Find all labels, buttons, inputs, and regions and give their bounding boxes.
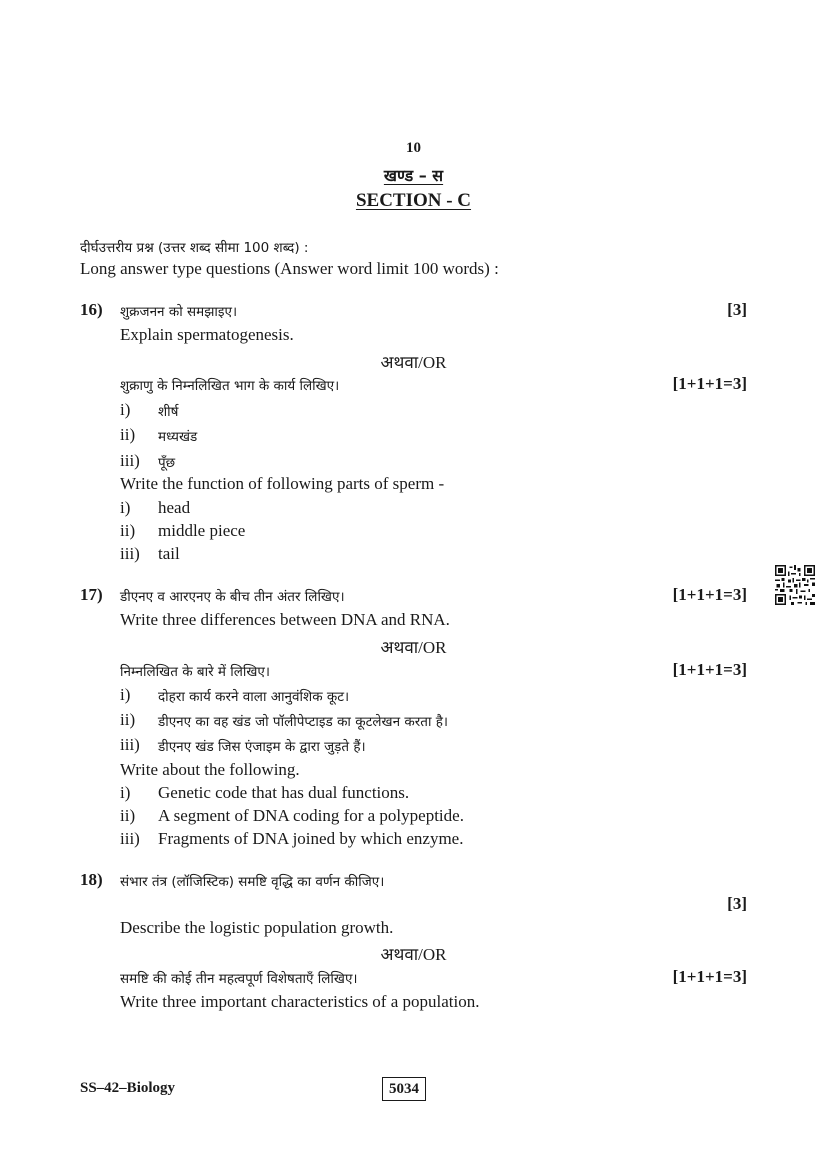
list-index: ii) — [120, 521, 136, 540]
or-separator: अथवा/OR — [380, 638, 447, 657]
question-text-hindi: शुक्रजनन को समझाइए। — [120, 304, 238, 320]
list-item: डीएनए का वह खंड जो पॉलीपेप्टाइड का कूटलेखन करता है। — [158, 714, 449, 730]
question-text-english: Write three differences between DNA and RNA. — [120, 610, 450, 629]
list-item: पूँछ — [158, 455, 176, 471]
marks: [1+1+1=3] — [672, 374, 747, 393]
section-title-english: SECTION - C — [355, 190, 472, 211]
instructions-hindi: दीर्घउत्तरीय प्रश्न (उत्तर शब्द सीमा 100 शब्द) : — [80, 240, 309, 256]
list-item: middle piece — [158, 521, 246, 540]
alt-question-english: Write the function of following parts of sperm - — [120, 474, 445, 493]
question-text-hindi: डीएनए व आरएनए के बीच तीन अंतर लिखिए। — [120, 589, 345, 605]
marks: [3] — [727, 894, 747, 913]
list-item: शीर्ष — [158, 404, 179, 420]
question-number: 16) — [80, 300, 103, 319]
list-item: दोहरा कार्य करने वाला आनुवंशिक कूट। — [158, 689, 350, 705]
qr-code-icon — [775, 565, 815, 605]
alt-question-hindi: निम्नलिखित के बारे में लिखिए। — [120, 664, 271, 680]
marks: [3] — [727, 300, 747, 319]
question-text-hindi: संभार तंत्र (लॉजिस्टिक) समष्टि वृद्धि का वर्णन कीजिए। — [120, 874, 385, 890]
list-index: ii) — [120, 710, 136, 729]
page-number: 10 — [406, 140, 421, 156]
section-title-hindi: खण्ड – स — [383, 166, 444, 185]
alt-question-english: Write about the following. — [120, 760, 300, 779]
list-index: i) — [120, 400, 131, 419]
marks: [1+1+1=3] — [672, 585, 747, 604]
list-index: iii) — [120, 735, 140, 754]
list-item: डीएनए खंड जिस एंजाइम के द्वारा जुड़ते हैं। — [158, 739, 366, 755]
question-text-english: Explain spermatogenesis. — [120, 325, 294, 344]
instructions-english: Long answer type questions (Answer word limit 100 words) : — [80, 259, 499, 278]
list-index: iii) — [120, 451, 140, 470]
question-number: 18) — [80, 870, 103, 889]
list-index: ii) — [120, 806, 136, 825]
paper-code: SS–42–Biology — [80, 1080, 176, 1096]
marks: [1+1+1=3] — [672, 967, 747, 986]
list-index: iii) — [120, 829, 140, 848]
question-number: 17) — [80, 585, 103, 604]
question-text-english: Describe the logistic population growth. — [120, 918, 394, 937]
code-box: 5034 — [382, 1077, 426, 1101]
list-item: A segment of DNA coding for a polypeptide. — [158, 806, 464, 825]
list-index: i) — [120, 685, 131, 704]
list-item: head — [158, 498, 191, 517]
list-item: Fragments of DNA joined by which enzyme. — [158, 829, 464, 848]
list-index: iii) — [120, 544, 140, 563]
list-index: i) — [120, 498, 131, 517]
alt-question-hindi: समष्टि की कोई तीन महत्वपूर्ण विशेषताएँ लिखिए। — [120, 971, 358, 987]
alt-question-hindi: शुक्राणु के निम्नलिखित भाग के कार्य लिखिए। — [120, 378, 340, 394]
list-item: tail — [158, 544, 180, 563]
alt-question-english: Write three important characteristics of a population. — [120, 992, 480, 1011]
or-separator: अथवा/OR — [380, 353, 447, 372]
list-item: मध्यखंड — [158, 429, 198, 445]
list-item: Genetic code that has dual functions. — [158, 783, 410, 802]
or-separator: अथवा/OR — [380, 945, 447, 964]
list-index: ii) — [120, 425, 136, 444]
list-index: i) — [120, 783, 131, 802]
marks: [1+1+1=3] — [672, 660, 747, 679]
